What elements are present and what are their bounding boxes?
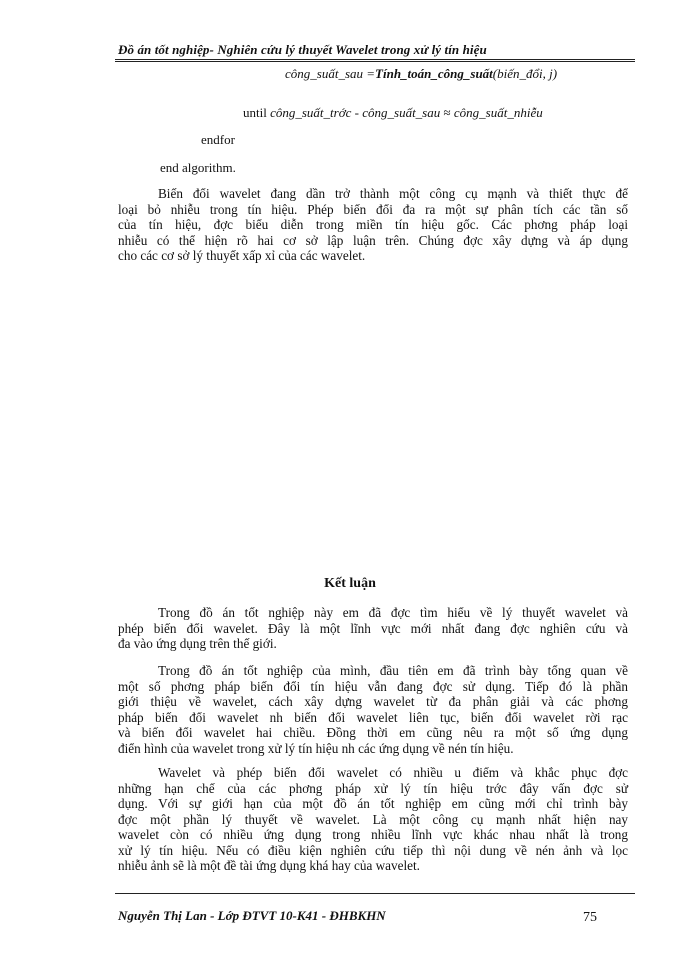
code-line-1-assign: công_suất_sau = bbox=[285, 66, 376, 81]
paragraph-line: xử lý tín hiệu. Nếu có điều kiện nghiên cứu tiếp thì nội dung về nén ảnh và lọc bbox=[118, 842, 628, 858]
code-line-2-left: công_suất_trớc - công_suất_sau bbox=[270, 105, 444, 120]
paragraph-line: đợc một phần lý thuyết về wavelet. Là một công cụ mạnh nhất hiện nay bbox=[118, 811, 628, 827]
paragraph-line: Trong đồ án tốt nghiệp của mình, đầu tiên em đã trình bày tổng quan về bbox=[158, 663, 628, 678]
paragraph-line: nhiễu có thể hiện rõ hai cơ sở lập luận trên. Chúng đợc xây dựng và áp dụng bbox=[118, 232, 628, 248]
paragraph-line: Trong đồ án tốt nghiệp này em đã đợc tìm hiểu về lý thuyết wavelet và bbox=[158, 605, 628, 620]
code-line-4: end algorithm. bbox=[160, 160, 236, 175]
paragraph-line: Wavelet và phép biến đổi wavelet có nhiều u điểm và khắc phục đợc bbox=[158, 765, 628, 780]
paragraph-line: của tín hiệu, đợc biểu diễn trong miền tín hiệu gốc. Các phơng pháp loại bbox=[118, 217, 628, 232]
code-line-1-func: Tính_toán_công_suất bbox=[375, 66, 493, 81]
paragraph-line: điển hình của wavelet trong xử lý tín hiệu nh các ứng dụng về nén tín hiệu. bbox=[118, 740, 514, 756]
paragraph-line: một số phơng pháp biến đổi tín hiệu vẫn đang đợc sử dụng. Tiếp đó là phần bbox=[118, 678, 628, 694]
paragraph-conclusion-1 bbox=[118, 605, 628, 652]
paragraph-line: và biến đổi wavelet hai chiều. Đồng thời em cũng nêu ra một số ứng dụng bbox=[118, 725, 628, 740]
code-line-3: endfor bbox=[201, 132, 235, 147]
code-line-1 bbox=[285, 66, 557, 82]
paragraph-intro bbox=[118, 186, 628, 264]
code-line-2-approx: ≈ bbox=[443, 105, 451, 120]
section-title: Kết luận bbox=[324, 576, 376, 591]
paragraph-line: Biến đổi wavelet đang dần trở thành một công cụ mạnh và thiết thực để bbox=[158, 186, 628, 201]
footer-author: Nguyễn Thị Lan - Lớp ĐTVT 10-K41 - ĐHBKHN bbox=[118, 908, 386, 923]
code-line-2-right: công_suất_nhiễu bbox=[450, 105, 543, 120]
code-line-2-keyword: until bbox=[243, 105, 271, 120]
header-rule bbox=[115, 59, 635, 62]
paragraph-line: nhiễu ảnh sẽ là một đề tài ứng dụng khá hay của wavelet. bbox=[118, 858, 420, 873]
running-header: Đồ án tốt nghiệp- Nghiên cứu lý thuyết Wavelet trong xử lý tín hiệu bbox=[118, 42, 487, 57]
footer-rule bbox=[115, 893, 635, 894]
paragraph-conclusion-3 bbox=[118, 765, 628, 874]
paragraph-line: loại bỏ nhiễu trong tín hiệu. Phép biến đổi đa ra một sự phân tích các tần số bbox=[118, 201, 628, 217]
code-line-2 bbox=[243, 105, 543, 121]
paragraph-line: wavelet còn có nhiều ứng dụng trong nhiều lĩnh vực khác nhau nhất là trong bbox=[118, 827, 628, 842]
paragraph-line: những hạn chế của các phơng pháp xử lý tín hiệu trớc đây vấn đợc sử bbox=[118, 780, 628, 796]
paragraph-line: giới thiệu về wavelet, cách xây dựng wavelet từ đa phân giải và các phơng bbox=[118, 694, 628, 709]
paragraph-line: dụng. Với sự giới hạn của một đồ án tốt nghiệp em cũng mới chỉ trình bày bbox=[118, 796, 628, 811]
code-line-1-args: (biến_đổi, j) bbox=[492, 66, 558, 81]
page-number: 75 bbox=[583, 910, 597, 925]
paragraph-line: đa vào ứng dụng trên thế giới. bbox=[118, 636, 277, 651]
paragraph-line: pháp biến đổi wavelet nh biến đổi wavelet liên tục, biến đổi wavelet rời rạc bbox=[118, 709, 628, 725]
paragraph-line: cho các cơ sở lý thuyết xấp xỉ của các wavelet. bbox=[118, 248, 366, 263]
paragraph-line: phép biến đổi wavelet. Đây là một lĩnh vực mới nhất đang đợc nghiên cứu và bbox=[118, 620, 628, 636]
paragraph-conclusion-2 bbox=[118, 663, 628, 756]
